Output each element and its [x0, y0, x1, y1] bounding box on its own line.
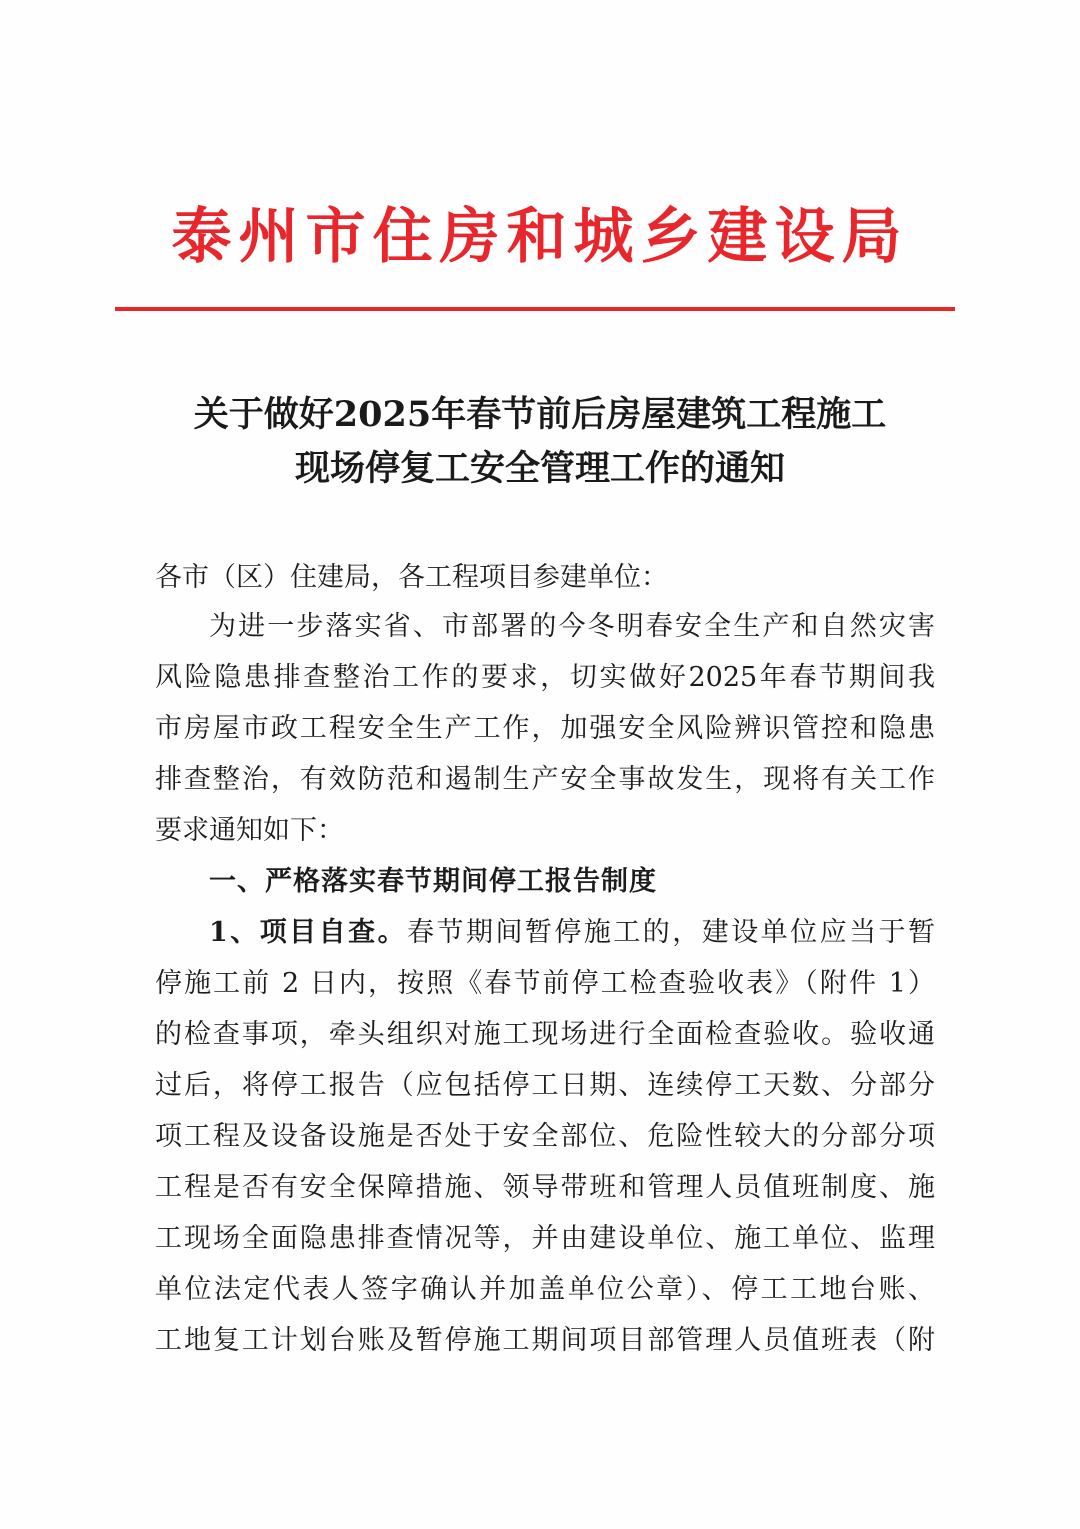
intro-line: 风险隐患排查整治工作的要求，切实做好2025年春节期间我 [155, 662, 935, 693]
document-title-line-2: 现场停复工安全管理工作的通知 [294, 448, 785, 489]
item-1-line: 工现场全面隐患排查情况等，并由建设单位、施工单位、监理 [155, 1223, 935, 1254]
issuer-masthead: 泰州市住房和城乡建设局 [171, 202, 909, 272]
red-header-rule [115, 307, 955, 311]
intro-line: 排查整治，有效防范和遏制生产安全事故发生，现将有关工作 [155, 764, 935, 795]
item-1-label: 1、项目自查。 [209, 917, 408, 948]
item-1-line: 工地复工计划台账及暂停施工期间项目部管理人员值班表（附 [155, 1325, 935, 1356]
salutation: 各市（区）住建局，各工程项目参建单位： [155, 562, 668, 593]
document-title-line-1: 关于做好2025年春节前后房屋建筑工程施工 [193, 394, 887, 435]
item-1-line: 项工程及设备设施是否处于安全部位、危险性较大的分部分项 [155, 1121, 935, 1152]
item-1-line: 工程是否有安全保障措施、领导带班和管理人员值班制度、施 [155, 1172, 935, 1203]
item-1-line: 停施工前 2 日内，按照《春节前停工检查验收表》（附件 1） [155, 968, 935, 999]
intro-line: 为进一步落实省、市部署的今冬明春安全生产和自然灾害 [209, 611, 935, 642]
section-1-heading: 一、严格落实春节期间停工报告制度 [209, 866, 657, 897]
item-1-text: 春节期间暂停施工的，建设单位应当于暂 [407, 917, 935, 948]
item-1-line: 单位法定代表人签字确认并加盖单位公章）、停工工地台账、 [155, 1274, 935, 1305]
item-1-line: 过后，将停工报告（应包括停工日期、连续停工天数、分部分 [155, 1070, 935, 1101]
item-1-first-line [209, 911, 935, 955]
item-1-line: 的检查事项，牵头组织对施工现场进行全面检查验收。验收通 [155, 1019, 935, 1050]
intro-line: 要求通知如下： [155, 815, 344, 846]
intro-line: 市房屋市政工程安全生产工作，加强安全风险辨识管控和隐患 [155, 713, 935, 744]
